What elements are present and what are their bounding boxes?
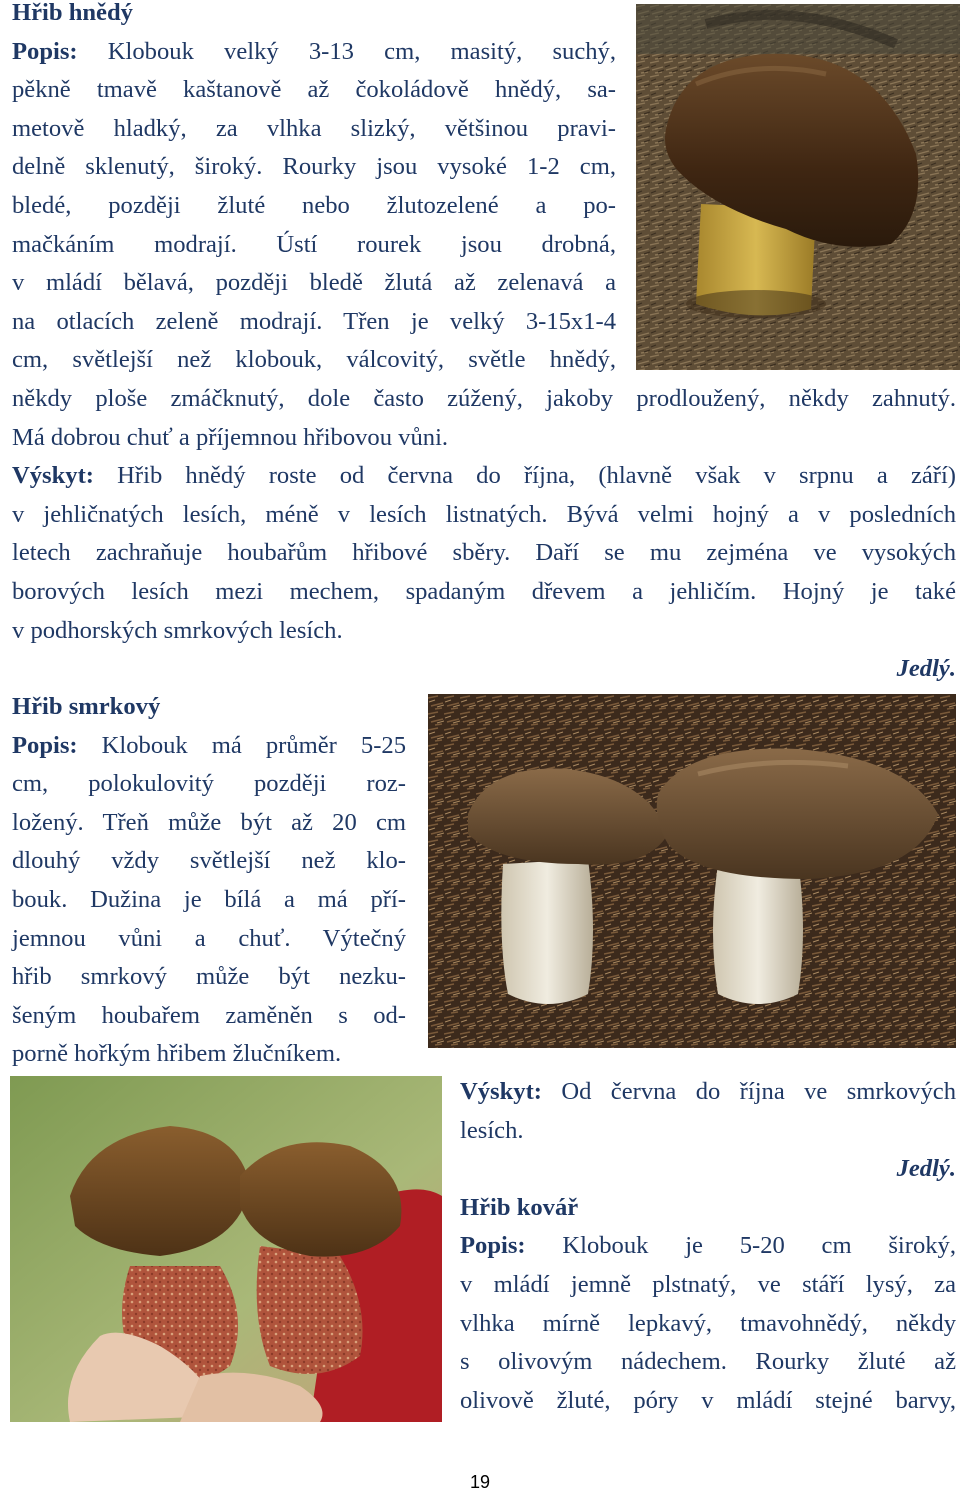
hrib-smrkovy-photo <box>428 694 956 1048</box>
hrib-hnedy-vyskyt-4: v podhorských smrkových lesích. <box>12 616 343 644</box>
hrib-kovar-photo <box>10 1076 442 1422</box>
hrib-hnedy-edible: Jedlý. <box>896 655 956 683</box>
hrib-hnedy-line-3: delně sklenutý, široký. Rourky jsou vysoké 1-2 cm, <box>12 153 616 181</box>
hrib-hnedy-text-full <box>12 380 956 689</box>
hrib-smrkovy-line-6: hřib smrkový může být nezku- <box>12 963 406 991</box>
hrib-hnedy-line-0: Popis: Klobouk velký 3-13 cm, masitý, suchý, <box>12 37 616 65</box>
hrib-hnedy-vyskyt-3: borových lesích mezi mechem, spadaným dřevem a jehličím. Hojný je také <box>12 577 956 605</box>
hrib-hnedy-line-10: Má dobrou chuť a příjemnou hřibovou vůni. <box>12 423 449 451</box>
hrib-kovar-line-3: s olivovým nádechem. Rourky žluté až <box>460 1348 956 1376</box>
hrib-hnedy-line-7: na otlacích zeleně modrají. Třen je velký 3-15x1-4 <box>12 307 616 335</box>
hrib-smrkovy-line-0: Popis: Klobouk má průměr 5-25 <box>12 731 406 759</box>
hrib-hnedy-vyskyt-2: letech zachraňuje houbařům hřibové sběry. Daří se mu zejména ve vysokých <box>12 539 956 567</box>
hrib-hnedy-line-8: cm, světlejší než klobouk, válcovitý, světle hnědý, <box>12 346 616 374</box>
hrib-smrkovy-edible: Jedlý. <box>896 1155 956 1183</box>
hrib-kovar-title: Hřib kovář <box>460 1193 579 1221</box>
hrib-smrkovy-line-4: bouk. Dužina je bílá a má pří- <box>12 885 406 913</box>
hrib-smrkovy-line-7: šeným houbařem zaměněn s od- <box>12 1001 406 1029</box>
hrib-hnedy-line-5: mačkáním modrají. Ústí rourek jsou drobná, <box>12 230 616 258</box>
hrib-smrkovy-line-2: ložený. Třeň může být až 20 cm <box>12 808 406 836</box>
hrib-hnedy-text <box>12 0 616 380</box>
hrib-kovar-line-2: vlhka mírně lepkavý, tmavohnědý, někdy <box>460 1309 956 1337</box>
hrib-hnedy-line-4: bledé, později žluté nebo žlutozelené a po- <box>12 191 616 219</box>
hrib-kovar-line-0: Popis: Klobouk je 5-20 cm široký, <box>460 1232 956 1260</box>
hrib-hnedy-line-9: někdy ploše zmáčknutý, dole často zúžený, jakoby prodloužený, někdy zahnutý. <box>12 385 956 412</box>
hrib-hnedy-photo <box>636 4 960 370</box>
hrib-hnedy-line-2: metově hladký, za vlhka slizký, většinou pravi- <box>12 114 616 142</box>
hrib-smrkovy-vyskyt-and-kovar <box>460 1073 956 1420</box>
hrib-hnedy-line-1: pěkně tmavě kaštanově až čokoládově hnědý, sa- <box>12 76 616 104</box>
hrib-hnedy-vyskyt-1: v jehličnatých lesích, méně v lesích listnatých. Bývá velmi hojný a v posledních <box>12 500 956 528</box>
page-number: 19 <box>469 1472 491 1492</box>
hrib-smrkovy-line-8: porně hořkým hřibem žlučníkem. <box>12 1040 342 1068</box>
hrib-hnedy-title: Hřib hnědý <box>12 0 133 26</box>
hrib-smrkovy-line-3: dlouhý vždy světlejší než klo- <box>12 847 406 875</box>
hrib-hnedy-line-6: v mládí bělavá, později bledě žlutá až zelenavá a <box>12 269 616 297</box>
hrib-smrkovy-vyskyt-1: lesích. <box>460 1116 524 1144</box>
hrib-smrkovy-title: Hřib smrkový <box>12 693 161 720</box>
hrib-hnedy-vyskyt-0: Výskyt: Hřib hnědý roste od června do října, (hlavně však v srpnu a září) <box>12 462 956 490</box>
hrib-smrkovy-line-5: jemnou vůni a chuť. Výtečný <box>12 924 406 952</box>
hrib-smrkovy-text <box>12 688 406 1074</box>
hrib-smrkovy-line-1: cm, polokulovitý později roz- <box>12 770 406 798</box>
hrib-smrkovy-vyskyt-0: Výskyt: Od června do října ve smrkových <box>460 1078 956 1105</box>
hrib-kovar-line-1: v mládí jemně plstnatý, ve stáří lysý, za <box>460 1270 956 1298</box>
hrib-kovar-line-4: olivově žluté, póry v mládí stejné barvy, <box>460 1386 956 1414</box>
